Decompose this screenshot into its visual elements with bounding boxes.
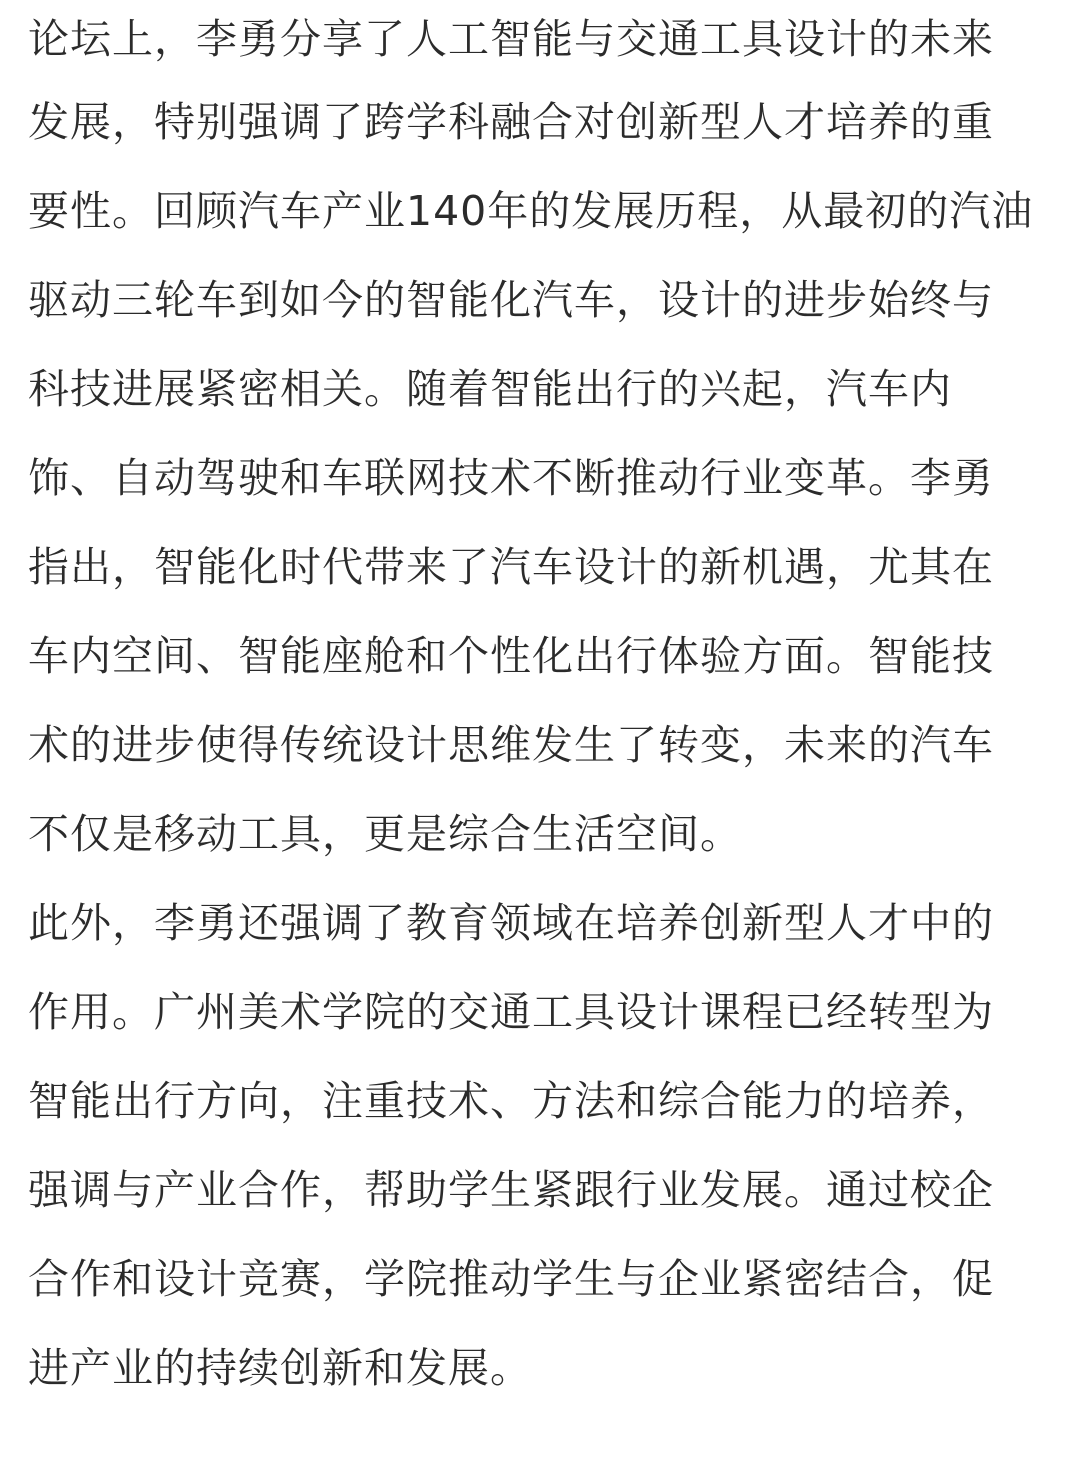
text-line: 驱动三轮车到如今的智能化汽车，设计的进步始终与 xyxy=(28,276,994,324)
text-line: 论坛上，李勇分享了人工智能与交通工具设计的未来 xyxy=(28,15,994,63)
text-line: 合作和设计竞赛，学院推动学生与企业紧密结合，促 xyxy=(28,1255,994,1303)
text-line: 车内空间、智能座舱和个性化出行体验方面。智能技 xyxy=(28,632,994,680)
text-line: 科技进展紧密相关。随着智能出行的兴起，汽车内 xyxy=(28,365,952,413)
text-line: 饰、自动驾驶和车联网技术不断推动行业变革。李勇 xyxy=(28,454,994,502)
text-line: 术的进步使得传统设计思维发生了转变，未来的汽车 xyxy=(28,721,994,769)
paragraph-forum-summary xyxy=(28,0,1068,879)
text-line: 作用。广州美术学院的交通工具设计课程已经转型为 xyxy=(28,988,994,1036)
paragraph-education-role xyxy=(28,879,1068,1413)
text-line: 不仅是移动工具，更是综合生活空间。 xyxy=(28,810,742,858)
text-line: 此外，李勇还强调了教育领域在培养创新型人才中的 xyxy=(28,899,994,947)
article-body xyxy=(28,0,1068,1413)
text-line: 智能出行方向，注重技术、方法和综合能力的培养， xyxy=(28,1077,994,1125)
text-line: 发展，特别强调了跨学科融合对创新型人才培养的重 xyxy=(28,98,994,146)
text-line: 要性。回顾汽车产业140年的发展历程，从最初的汽油 xyxy=(28,187,1034,235)
text-line: 进产业的持续创新和发展。 xyxy=(28,1344,532,1392)
text-line: 指出，智能化时代带来了汽车设计的新机遇，尤其在 xyxy=(28,543,994,591)
text-line: 强调与产业合作，帮助学生紧跟行业发展。通过校企 xyxy=(28,1166,994,1214)
